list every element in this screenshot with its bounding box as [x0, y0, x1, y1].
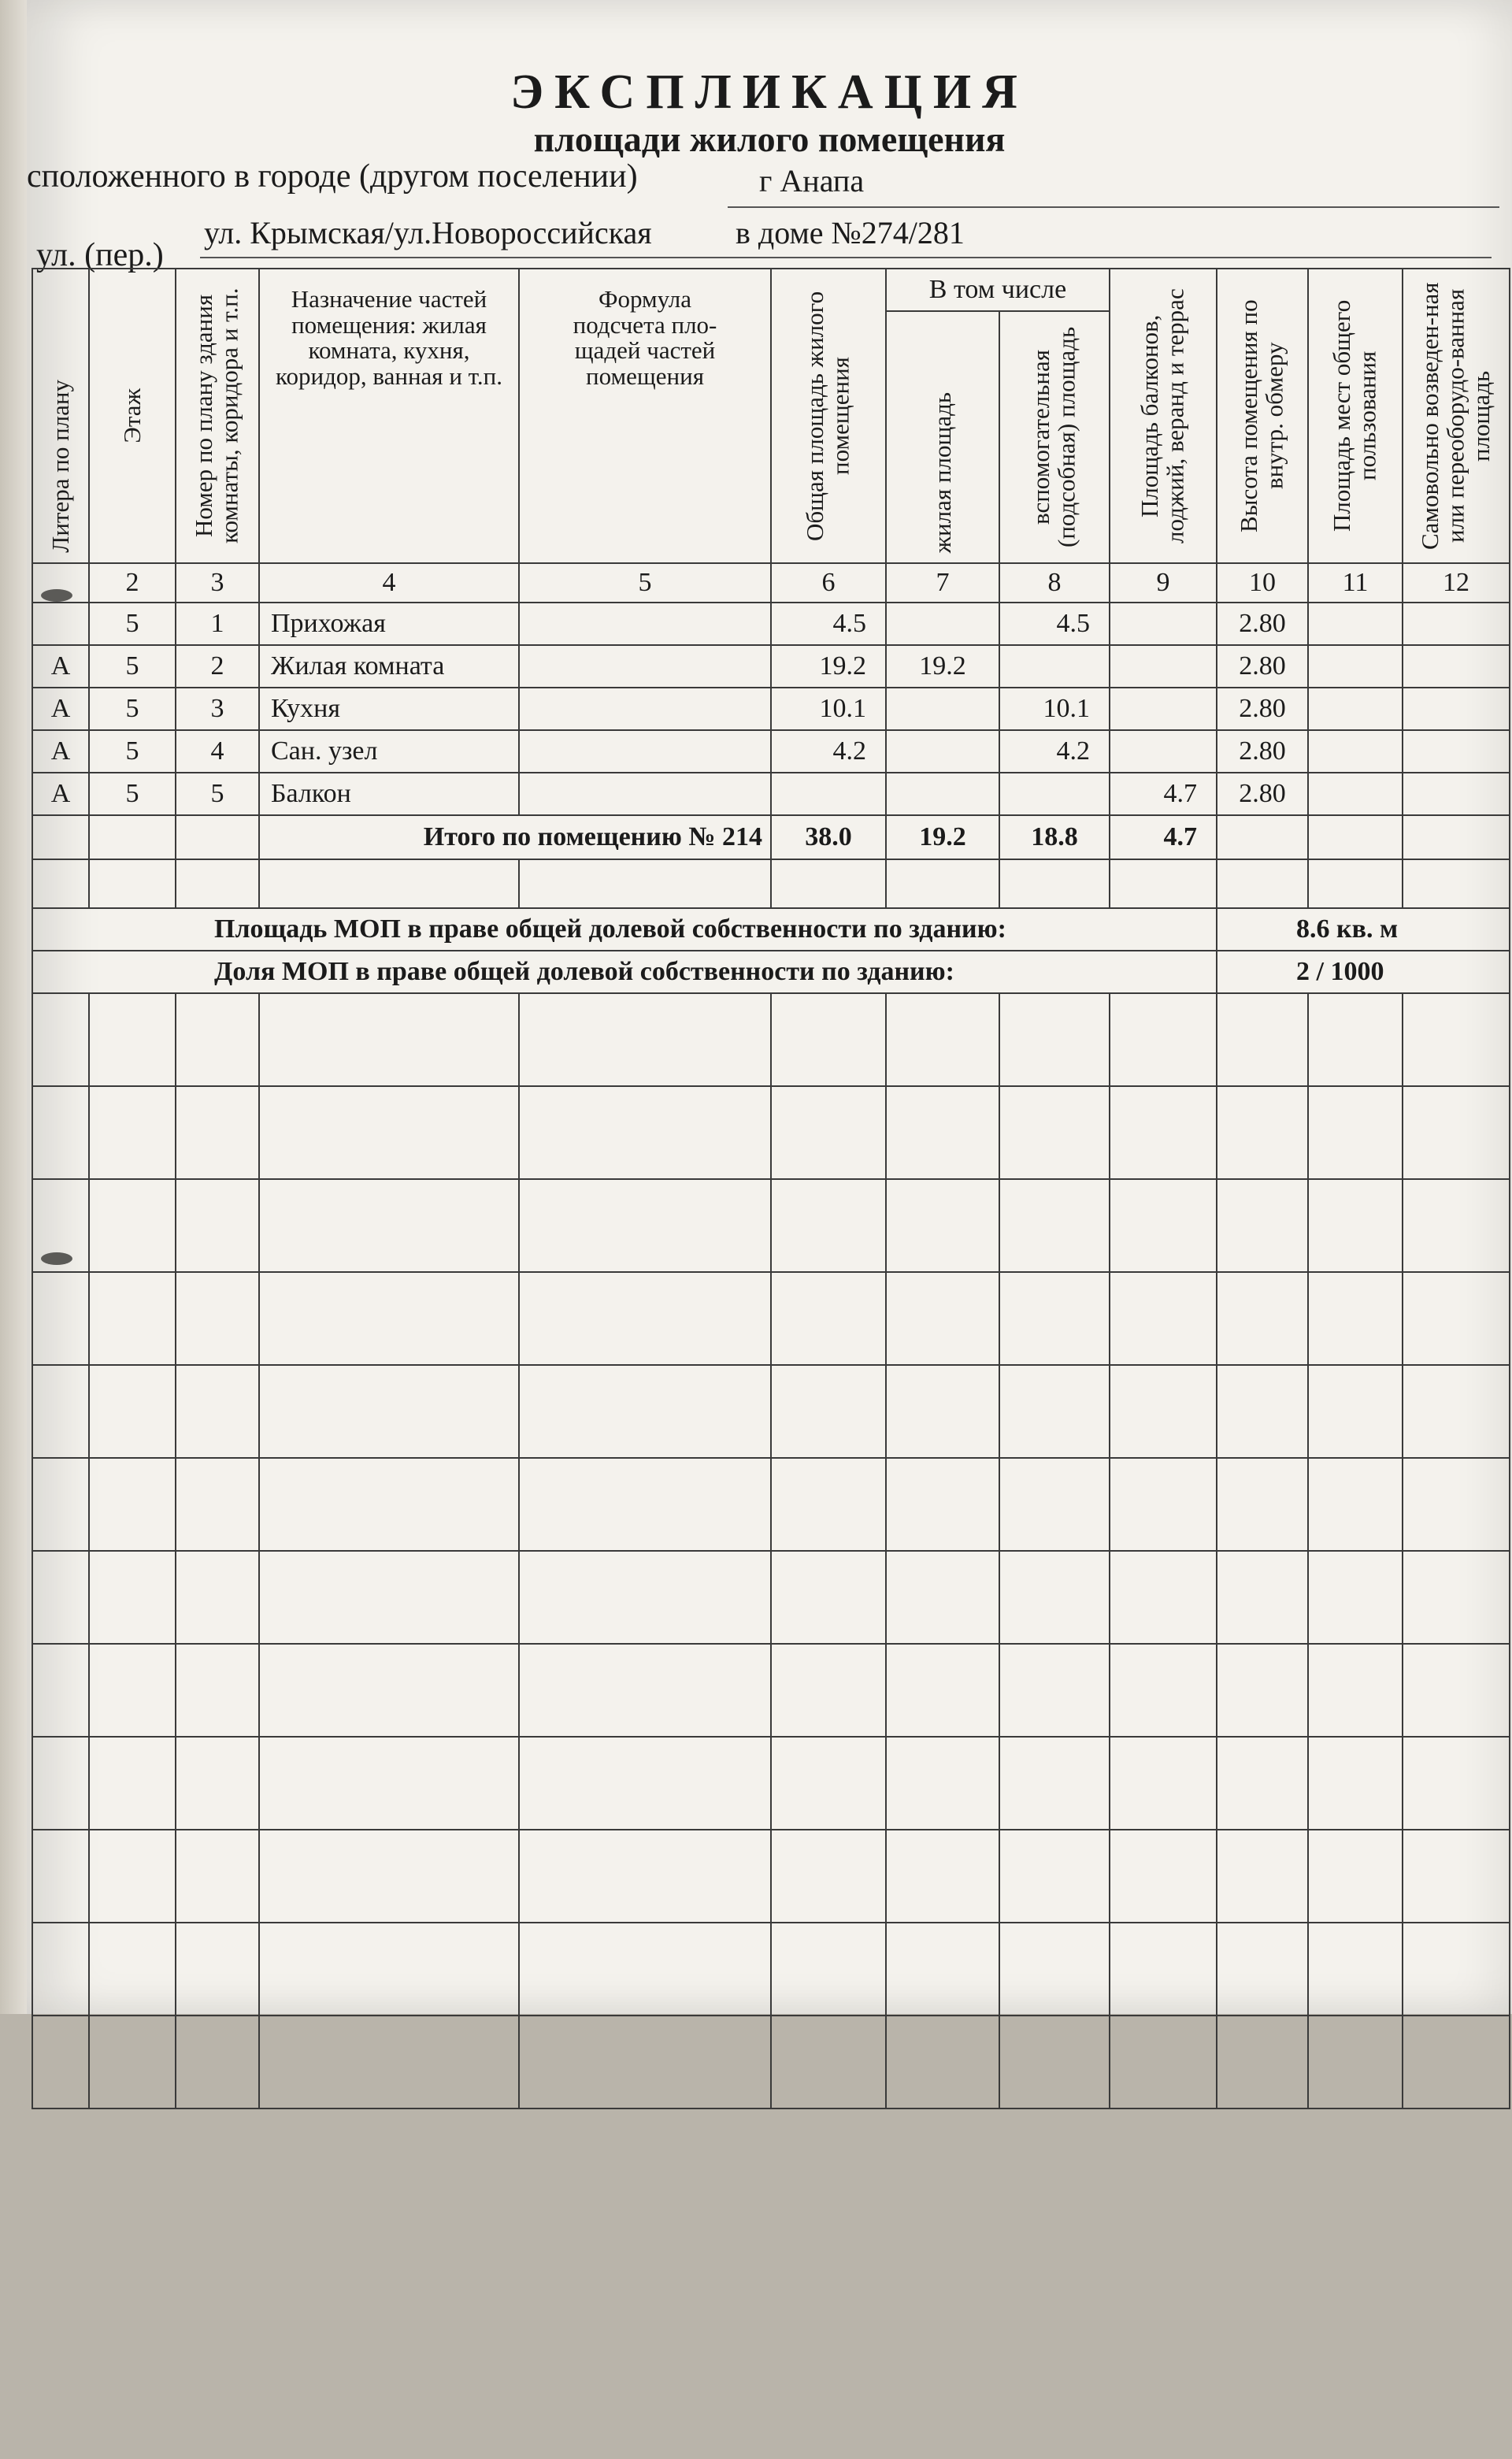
street-label: ул. (пер.) [36, 237, 164, 273]
table-row [32, 645, 1510, 688]
cell-total: 10.1 [771, 688, 886, 730]
cell-common [1308, 730, 1403, 773]
cell-name: Прихожая [259, 603, 519, 645]
cell-formula [519, 730, 771, 773]
cell-total: 19.2 [771, 645, 886, 688]
cell-number: 5 [176, 773, 259, 815]
table-row [32, 688, 1510, 730]
totals-label: Итого по помещению № 214 [259, 815, 771, 859]
city-underline [728, 206, 1499, 208]
cell-height: 2.80 [1217, 645, 1308, 688]
cell-floor: 5 [89, 645, 176, 688]
cell-number: 3 [176, 688, 259, 730]
cell-common [1308, 688, 1403, 730]
cell-number: 2 [176, 645, 259, 688]
cell-unauthorized [1403, 773, 1510, 815]
cell-name: Жилая комната [259, 645, 519, 688]
mop-area-row [32, 908, 1510, 951]
cell-common [1308, 603, 1403, 645]
paper-edge [0, 0, 27, 2014]
table-row [32, 730, 1510, 773]
cell-floor: 5 [89, 730, 176, 773]
cell-height: 2.80 [1217, 688, 1308, 730]
table-row [32, 603, 1510, 645]
column-number: 11 [1308, 563, 1403, 603]
empty-row [32, 1830, 1510, 1923]
street-underline [200, 257, 1492, 258]
col-header-litera: Литера по плану [32, 269, 89, 563]
house-value: в доме №274/281 [736, 215, 965, 250]
cell-floor: 5 [89, 603, 176, 645]
cell-unauthorized [1403, 688, 1510, 730]
column-number: 9 [1110, 563, 1217, 603]
cell-litera: А [32, 645, 89, 688]
cell-aux [999, 645, 1110, 688]
mop-share-label: Доля МОП в праве общей долевой собственности по зданию: [32, 951, 1217, 993]
cell-name: Сан. узел [259, 730, 519, 773]
cell-unauthorized [1403, 645, 1510, 688]
empty-row [32, 1737, 1510, 1830]
column-number: 4 [259, 563, 519, 603]
column-number [32, 563, 89, 603]
empty-row [32, 1365, 1510, 1458]
document-title: ЭКСПЛИКАЦИЯ [510, 65, 1028, 119]
cell-unauthorized [1403, 730, 1510, 773]
empty-row [32, 1272, 1510, 1365]
cell-total: 4.5 [771, 603, 886, 645]
empty-row [32, 1179, 1510, 1272]
empty-row [32, 1551, 1510, 1644]
col-header-balcony: Площадь балконов, лоджий, веранд и террас [1110, 269, 1217, 563]
totals-row [32, 815, 1510, 859]
cell-common [1308, 773, 1403, 815]
street-value: ул. Крымская/ул.Новороссийская [204, 215, 652, 250]
cell-total: 4.2 [771, 730, 886, 773]
col-header-number: Номер по плану здания комнаты, коридора и т.п. [176, 269, 259, 563]
cell-number: 4 [176, 730, 259, 773]
location-label: сположенного в городе (другом поселении) [27, 158, 638, 195]
cell-litera: А [32, 688, 89, 730]
mop-area-label: Площадь МОП в праве общей долевой собственности по зданию: [32, 908, 1217, 951]
col-header-living: жилая площадь [886, 311, 999, 563]
cell-common [1308, 645, 1403, 688]
col-header-total-area: Общая площадь жилого помещения [771, 269, 886, 563]
column-number: 10 [1217, 563, 1308, 603]
empty-row [32, 1923, 1510, 2016]
column-number: 7 [886, 563, 999, 603]
cell-litera: А [32, 773, 89, 815]
totals-total: 38.0 [771, 815, 886, 859]
document-subtitle: площади жилого помещения [533, 119, 1006, 159]
cell-aux [999, 773, 1110, 815]
column-number: 3 [176, 563, 259, 603]
totals-aux: 18.8 [999, 815, 1110, 859]
col-header-group: В том числе [886, 269, 1110, 311]
cell-formula [519, 645, 771, 688]
column-number: 5 [519, 563, 771, 603]
cell-aux: 4.5 [999, 603, 1110, 645]
cell-aux: 10.1 [999, 688, 1110, 730]
city-value: г Анапа [759, 163, 865, 198]
cell-formula [519, 773, 771, 815]
col-header-common: Площадь мест общего пользования [1308, 269, 1403, 563]
column-numbers-row [32, 563, 1510, 603]
cell-height: 2.80 [1217, 773, 1308, 815]
cell-number: 1 [176, 603, 259, 645]
column-number: 6 [771, 563, 886, 603]
cell-height: 2.80 [1217, 603, 1308, 645]
column-number: 12 [1403, 563, 1510, 603]
cell-balcony [1110, 645, 1217, 688]
cell-balcony [1110, 730, 1217, 773]
cell-aux: 4.2 [999, 730, 1110, 773]
col-header-purpose: Назначение частей помещения: жилая комната, кухня, коридор, ванная и т.п. [259, 269, 519, 563]
empty-row [32, 1644, 1510, 1737]
col-header-height: Высота помещения по внутр. обмеру [1217, 269, 1308, 563]
cell-name: Кухня [259, 688, 519, 730]
empty-row [32, 2016, 1510, 2109]
col-header-floor: Этаж [89, 269, 176, 563]
col-header-unauthorized: Самовольно возведен-ная или переоборудо-ванная площадь [1403, 269, 1510, 563]
cell-living [886, 773, 999, 815]
cell-balcony: 4.7 [1110, 773, 1217, 815]
explication-table [32, 268, 1510, 2109]
empty-row [32, 993, 1510, 1086]
cell-formula [519, 688, 771, 730]
totals-balcony: 4.7 [1110, 815, 1217, 859]
cell-formula [519, 603, 771, 645]
col-header-aux: вспомогательная (подсобная) площадь [999, 311, 1110, 563]
mop-area-value: 8.6 кв. м [1217, 908, 1510, 951]
mop-share-value: 2 / 1000 [1217, 951, 1510, 993]
cell-floor: 5 [89, 773, 176, 815]
cell-balcony [1110, 603, 1217, 645]
blank-row [32, 859, 1510, 908]
empty-row [32, 1086, 1510, 1179]
cell-living [886, 603, 999, 645]
cell-floor: 5 [89, 688, 176, 730]
cell-unauthorized [1403, 603, 1510, 645]
cell-litera: А [32, 730, 89, 773]
cell-living: 19.2 [886, 645, 999, 688]
cell-living [886, 688, 999, 730]
table-row [32, 773, 1510, 815]
cell-name: Балкон [259, 773, 519, 815]
cell-living [886, 730, 999, 773]
document-page [27, 0, 1512, 2014]
col-header-formula: Формула подсчета пло-щадей частей помещения [519, 269, 771, 563]
cell-height: 2.80 [1217, 730, 1308, 773]
totals-living: 19.2 [886, 815, 999, 859]
cell-litera [32, 603, 89, 645]
cell-total [771, 773, 886, 815]
mop-share-row [32, 951, 1510, 993]
cell-balcony [1110, 688, 1217, 730]
empty-row [32, 1458, 1510, 1551]
column-number: 2 [89, 563, 176, 603]
column-number: 8 [999, 563, 1110, 603]
